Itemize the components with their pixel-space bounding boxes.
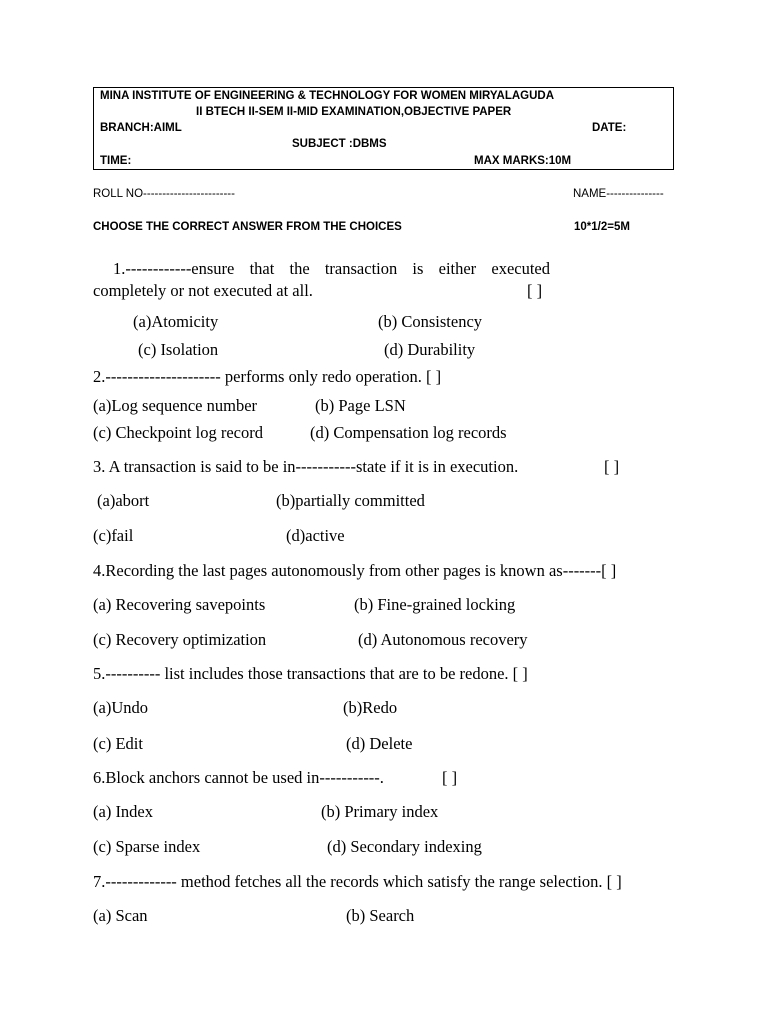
question-5-option-a: (a)Undo xyxy=(93,698,148,717)
marks-scheme: 10*1/2=5M xyxy=(574,221,630,233)
exam-title: II BTECH II-SEM II-MID EXAMINATION,OBJECTIVE PAPER xyxy=(196,106,512,118)
question-1-line-1: 1.------------ensure that the transaction is either executed xyxy=(113,259,550,278)
subject-label: SUBJECT :DBMS xyxy=(292,138,387,150)
question-5-option-b: (b)Redo xyxy=(343,698,398,717)
question-2-option-c: (c) Checkpoint log record xyxy=(93,423,263,442)
question-5-text: 5.---------- list includes those transactions that are to be redone. [ ] xyxy=(93,664,528,683)
max-marks-label: MAX MARKS:10M xyxy=(474,155,572,167)
question-4-option-d: (d) Autonomous recovery xyxy=(358,630,528,649)
question-3-option-b: (b)partially committed xyxy=(276,491,425,510)
question-7-option-a: (a) Scan xyxy=(93,906,148,925)
question-5-option-c: (c) Edit xyxy=(93,734,143,753)
question-1-option-c: (c) Isolation xyxy=(138,340,219,359)
name-field: NAME--------------- xyxy=(573,188,664,200)
instructions-text: CHOOSE THE CORRECT ANSWER FROM THE CHOICES xyxy=(93,221,402,233)
institute-name: MINA INSTITUTE OF ENGINEERING & TECHNOLOGY FOR WOMEN MIRYALAGUDA xyxy=(100,90,555,102)
question-3-option-d: (d)active xyxy=(286,526,345,545)
question-6-option-a: (a) Index xyxy=(93,802,154,821)
question-2-option-d: (d) Compensation log records xyxy=(310,423,507,442)
question-2-option-a: (a)Log sequence number xyxy=(93,396,258,415)
date-label: DATE: xyxy=(592,122,627,134)
time-label: TIME: xyxy=(100,155,132,167)
question-1-line-2: completely or not executed at all. xyxy=(93,281,313,300)
question-6-answer-bracket: [ ] xyxy=(442,768,458,787)
question-2-option-b: (b) Page LSN xyxy=(315,396,406,415)
question-7-option-b: (b) Search xyxy=(346,906,415,925)
question-6-option-c: (c) Sparse index xyxy=(93,837,201,856)
question-6-option-b: (b) Primary index xyxy=(321,802,439,821)
question-4-option-c: (c) Recovery optimization xyxy=(93,630,267,649)
question-5-option-d: (d) Delete xyxy=(346,734,413,753)
question-1-option-a: (a)Atomicity xyxy=(133,312,219,331)
roll-no-field: ROLL NO------------------------ xyxy=(93,188,235,200)
branch-label: BRANCH:AIML xyxy=(100,122,182,134)
question-3-option-a: (a)abort xyxy=(97,491,150,510)
question-6-text: 6.Block anchors cannot be used in-----------. xyxy=(93,768,384,787)
question-1-answer-bracket: [ ] xyxy=(527,281,543,300)
question-1-option-d: (d) Durability xyxy=(384,340,476,359)
question-4-option-a: (a) Recovering savepoints xyxy=(93,595,266,614)
question-3-option-c: (c)fail xyxy=(93,526,134,545)
question-4-option-b: (b) Fine-grained locking xyxy=(354,595,516,614)
question-2-text: 2.--------------------- performs only redo operation. [ ] xyxy=(93,367,442,386)
question-3-text: 3. A transaction is said to be in-----------state if it is in execution. xyxy=(93,457,519,476)
question-1-option-b: (b) Consistency xyxy=(378,312,483,331)
question-4-text: 4.Recording the last pages autonomously from other pages is known as-------[ ] xyxy=(93,561,617,580)
question-6-option-d: (d) Secondary indexing xyxy=(327,837,482,856)
question-3-answer-bracket: [ ] xyxy=(604,457,620,476)
question-7-text: 7.------------- method fetches all the records which satisfy the range selection. [ ] xyxy=(93,872,622,891)
